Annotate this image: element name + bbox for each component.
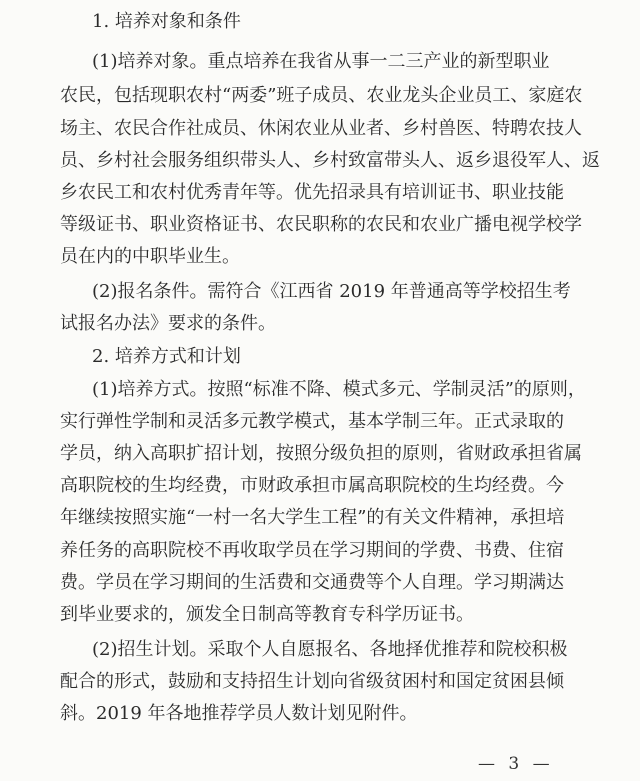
text-line: (2)招生计划。采取个人自愿报名、各地择优推荐和院校积极 [92, 639, 568, 660]
text-line: 乡农民工和农村优秀青年等。优先招录具有培训证书、职业技能 [60, 182, 564, 203]
text-line: 实行弹性学制和灵活多元教学模式，基本学制三年。正式录取的 [60, 411, 564, 432]
text-line: 员在内的中职毕业生。 [60, 246, 240, 267]
text-line: 费。学员在学习期间的生活费和交通费等个人自理。学习期满达 [60, 572, 564, 593]
text-line: 农民，包括现职农村“两委”班子成员、农业龙头企业员工、家庭农 [60, 85, 583, 106]
text-line: 到毕业要求的，颁发全日制高等教育专科学历证书。 [60, 604, 474, 625]
text-line: 2. 培养方式和计划 [92, 346, 241, 367]
text-line: 学员，纳入高职扩招计划，按照分级负担的原则，省财政承担省属 [60, 443, 582, 464]
text-line: (1)培养对象。重点培养在我省从事一二三产业的新型职业 [92, 51, 550, 72]
text-line: (2)报名条件。需符合《江西省 2019 年普通高等学校招生考 [92, 281, 571, 302]
text-line: 年继续按照实施“一村一名大学生工程”的有关文件精神，承担培 [60, 507, 565, 528]
text-line: 斜。2019 年各地推荐学员人数计划见附件。 [60, 703, 418, 724]
text-line: 场主、农民合作社成员、休闲农业从业者、乡村兽医、特聘农技人 [60, 118, 582, 139]
page-number: — 3 — [478, 754, 554, 774]
text-line: 养任务的高职院校不再收取学员在学习期间的学费、书费、住宿 [60, 540, 564, 561]
text-line: 等级证书、职业资格证书、农民职称的农民和农业广播电视学校学 [60, 214, 582, 235]
text-line: 1. 培养对象和条件 [92, 11, 241, 32]
text-line: 员、乡村社会服务组织带头人、乡村致富带头人、返乡退役军人、返 [60, 150, 600, 171]
text-line: 试报名办法》要求的条件。 [60, 313, 276, 334]
text-line: 配合的形式，鼓励和支持招生计划向省级贫困村和国定贫困县倾 [60, 671, 564, 692]
text-line: (1)培养方式。按照“标准不降、模式多元、学制灵活”的原则， [92, 379, 586, 400]
text-line: 高职院校的生均经费，市财政承担市属高职院校的生均经费。今 [60, 475, 564, 496]
